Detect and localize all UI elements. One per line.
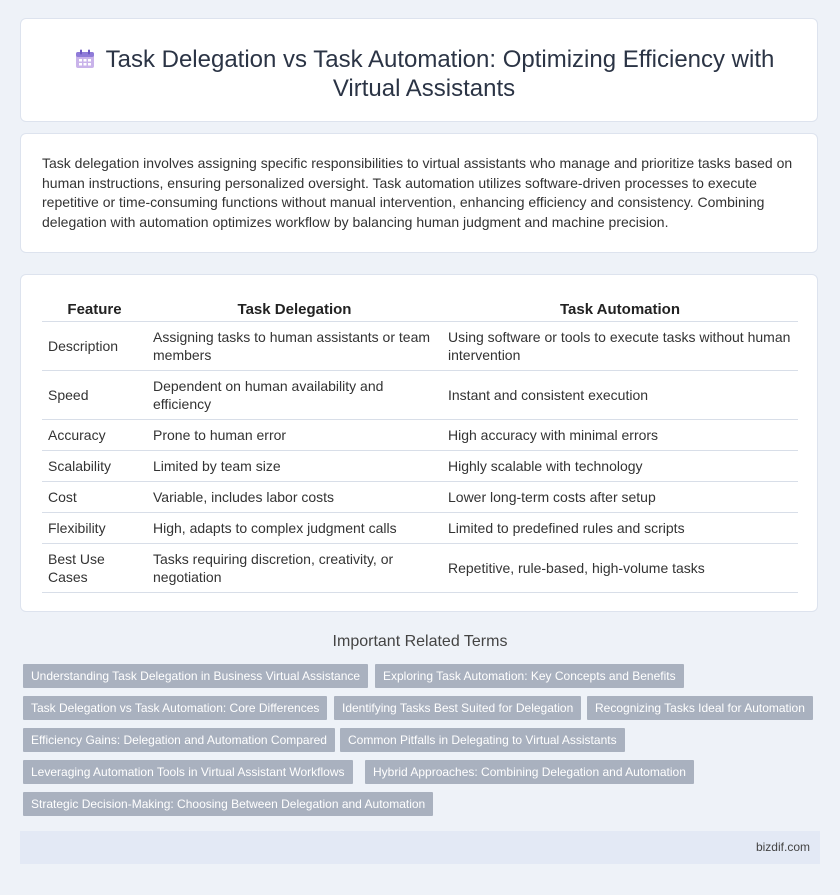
delegation-cell: Assigning tasks to human assistants or team members [147,322,442,371]
page-title-text: Task Delegation vs Task Automation: Optimizing Efficiency with Virtual Assistants [105,46,775,102]
automation-cell: Using software or tools to execute tasks without human intervention [442,322,798,371]
related-tag[interactable]: Identifying Tasks Best Suited for Delegation [334,696,581,720]
automation-cell: Limited to predefined rules and scripts [442,513,798,544]
related-tag[interactable]: Hybrid Approaches: Combining Delegation and Automation [365,760,694,784]
footer-site-link[interactable]: bizdif.com [755,840,810,854]
table-row [42,420,798,451]
comparison-table [42,297,798,593]
table-row [42,482,798,513]
title-card [20,18,818,122]
header-task-automation: Task Automation [442,297,798,322]
header-feature: Feature [42,297,147,322]
delegation-cell: Limited by team size [147,451,442,482]
calendar-icon [74,48,96,70]
automation-cell: High accuracy with minimal errors [442,420,798,451]
table-row [42,322,798,371]
footer [20,831,820,864]
feature-cell: Scalability [42,451,147,482]
delegation-cell: Tasks requiring discretion, creativity, or negotiation [147,544,442,593]
feature-cell: Best Use Cases [42,544,147,593]
automation-cell: Instant and consistent execution [442,371,798,420]
related-tag[interactable]: Common Pitfalls in Delegating to Virtual Assistants [340,728,625,752]
intro-card [20,133,818,253]
related-terms-title: Important Related Terms [332,633,508,650]
related-tag[interactable]: Efficiency Gains: Delegation and Automation Compared [23,728,335,752]
intro-paragraph: Task delegation involves assigning specific responsibilities to virtual assistants who manage and prioritize tasks based on human instructions, ensuring personalized oversight. Task automation utilizes software-driven processes to execute repetitive or time-consuming functions without manual intervention, enhancing efficiency and consistency. Combining delegation with automation optimizes workflow by balancing human judgment and machine precision. [42,155,793,230]
table-row [42,371,798,420]
table-header-row [42,297,798,322]
comparison-card [20,274,818,612]
table-row [42,544,798,593]
related-tag[interactable]: Task Delegation vs Task Automation: Core Differences [23,696,327,720]
related-tag[interactable]: Leveraging Automation Tools in Virtual Assistant Workflows [23,760,353,784]
page-title [61,45,787,103]
related-tag[interactable]: Exploring Task Automation: Key Concepts and Benefits [375,664,684,688]
feature-cell: Accuracy [42,420,147,451]
table-row [42,451,798,482]
delegation-cell: High, adapts to complex judgment calls [147,513,442,544]
related-tag[interactable]: Understanding Task Delegation in Business Virtual Assistance [23,664,368,688]
related-tag[interactable]: Recognizing Tasks Ideal for Automation [587,696,813,720]
automation-cell: Repetitive, rule-based, high-volume tasks [442,544,798,593]
table-row [42,513,798,544]
feature-cell: Speed [42,371,147,420]
related-tag[interactable]: Strategic Decision-Making: Choosing Between Delegation and Automation [23,792,433,816]
feature-cell: Flexibility [42,513,147,544]
delegation-cell: Variable, includes labor costs [147,482,442,513]
feature-cell: Description [42,322,147,371]
automation-cell: Lower long-term costs after setup [442,482,798,513]
feature-cell: Cost [42,482,147,513]
delegation-cell: Dependent on human availability and efficiency [147,371,442,420]
header-task-delegation: Task Delegation [147,297,442,322]
delegation-cell: Prone to human error [147,420,442,451]
automation-cell: Highly scalable with technology [442,451,798,482]
